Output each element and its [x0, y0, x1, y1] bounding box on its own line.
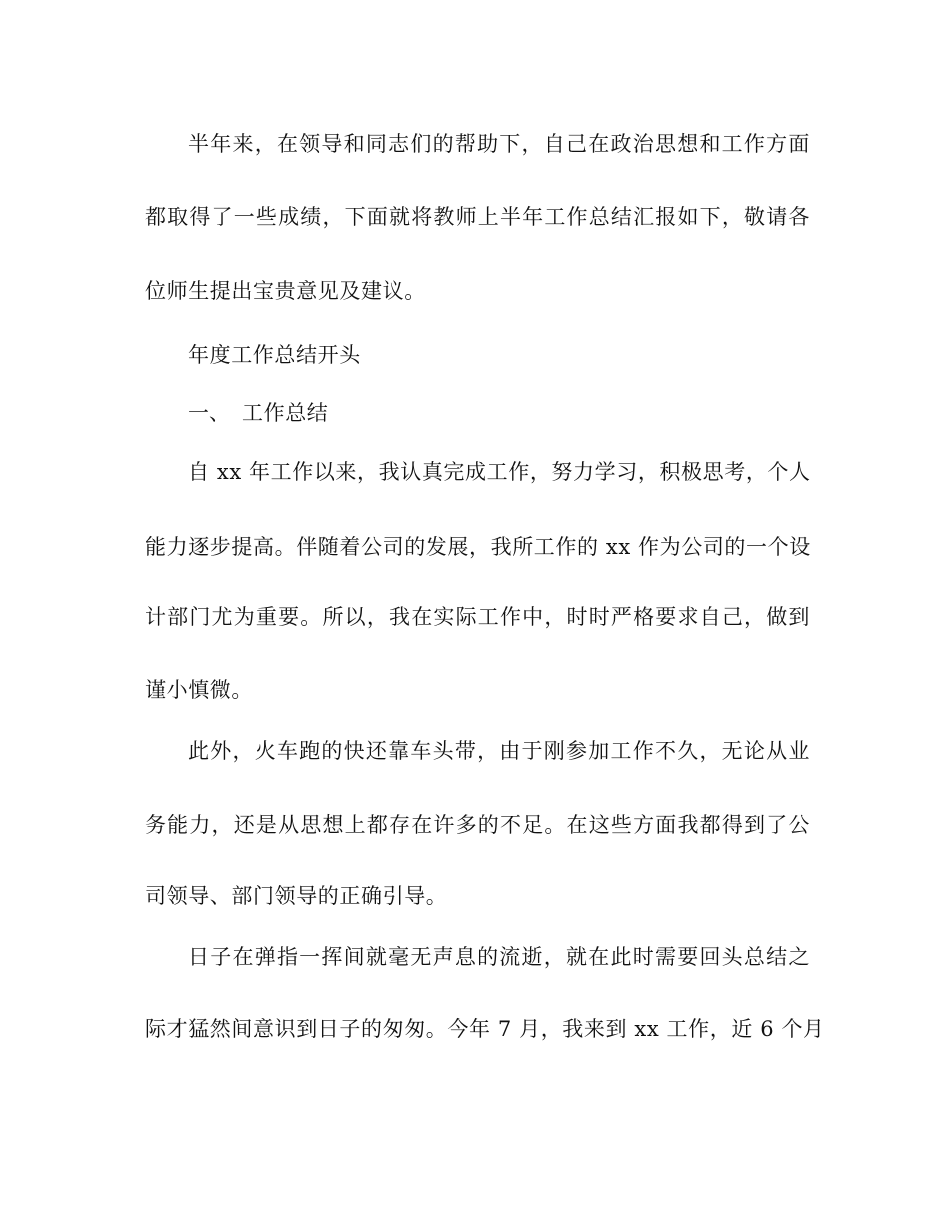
paragraph-1-line-2: 都取得了一些成绩，下面就将教师上半年工作总结汇报如下，敬请各	[145, 205, 810, 229]
paragraph-3-line-2: 务能力，还是从思想上都存在许多的不足。在这些方面我都得到了公	[145, 813, 810, 837]
paragraph-1-line-3: 位师生提出宝贵意见及建议。	[145, 279, 426, 303]
section-title: 年度工作总结开头	[188, 343, 361, 367]
paragraph-4-line-2: 际才猛然间意识到日子的匆匆。今年 7 月，我来到 xx 工作，近 6 个月	[145, 1017, 825, 1041]
paragraph-2-line-3: 计部门尤为重要。所以，我在实际工作中，时时严格要求自己，做到	[145, 605, 810, 629]
paragraph-2-line-4: 谨小慎微。	[145, 678, 253, 702]
subheading-number: 一、	[188, 401, 230, 425]
paragraph-1-line-1: 半年来，在领导和同志们的帮助下，自己在政治思想和工作方面	[188, 132, 810, 156]
paragraph-3-line-3: 司领导、部门领导的正确引导。	[145, 884, 448, 908]
paragraph-3-line-1: 此外，火车跑的快还靠车头带，由于刚参加工作不久，无论从业	[188, 739, 810, 763]
subheading-text: 工作总结	[242, 401, 329, 425]
paragraph-4-line-1: 日子在弹指一挥间就毫无声息的流逝，就在此时需要回头总结之	[188, 945, 810, 969]
paragraph-2-line-2: 能力逐步提高。伴随着公司的发展，我所工作的 xx 作为公司的一个设	[145, 535, 811, 559]
paragraph-2-line-1: 自 xx 年工作以来，我认真完成工作，努力学习，积极思考，个人	[188, 460, 811, 484]
